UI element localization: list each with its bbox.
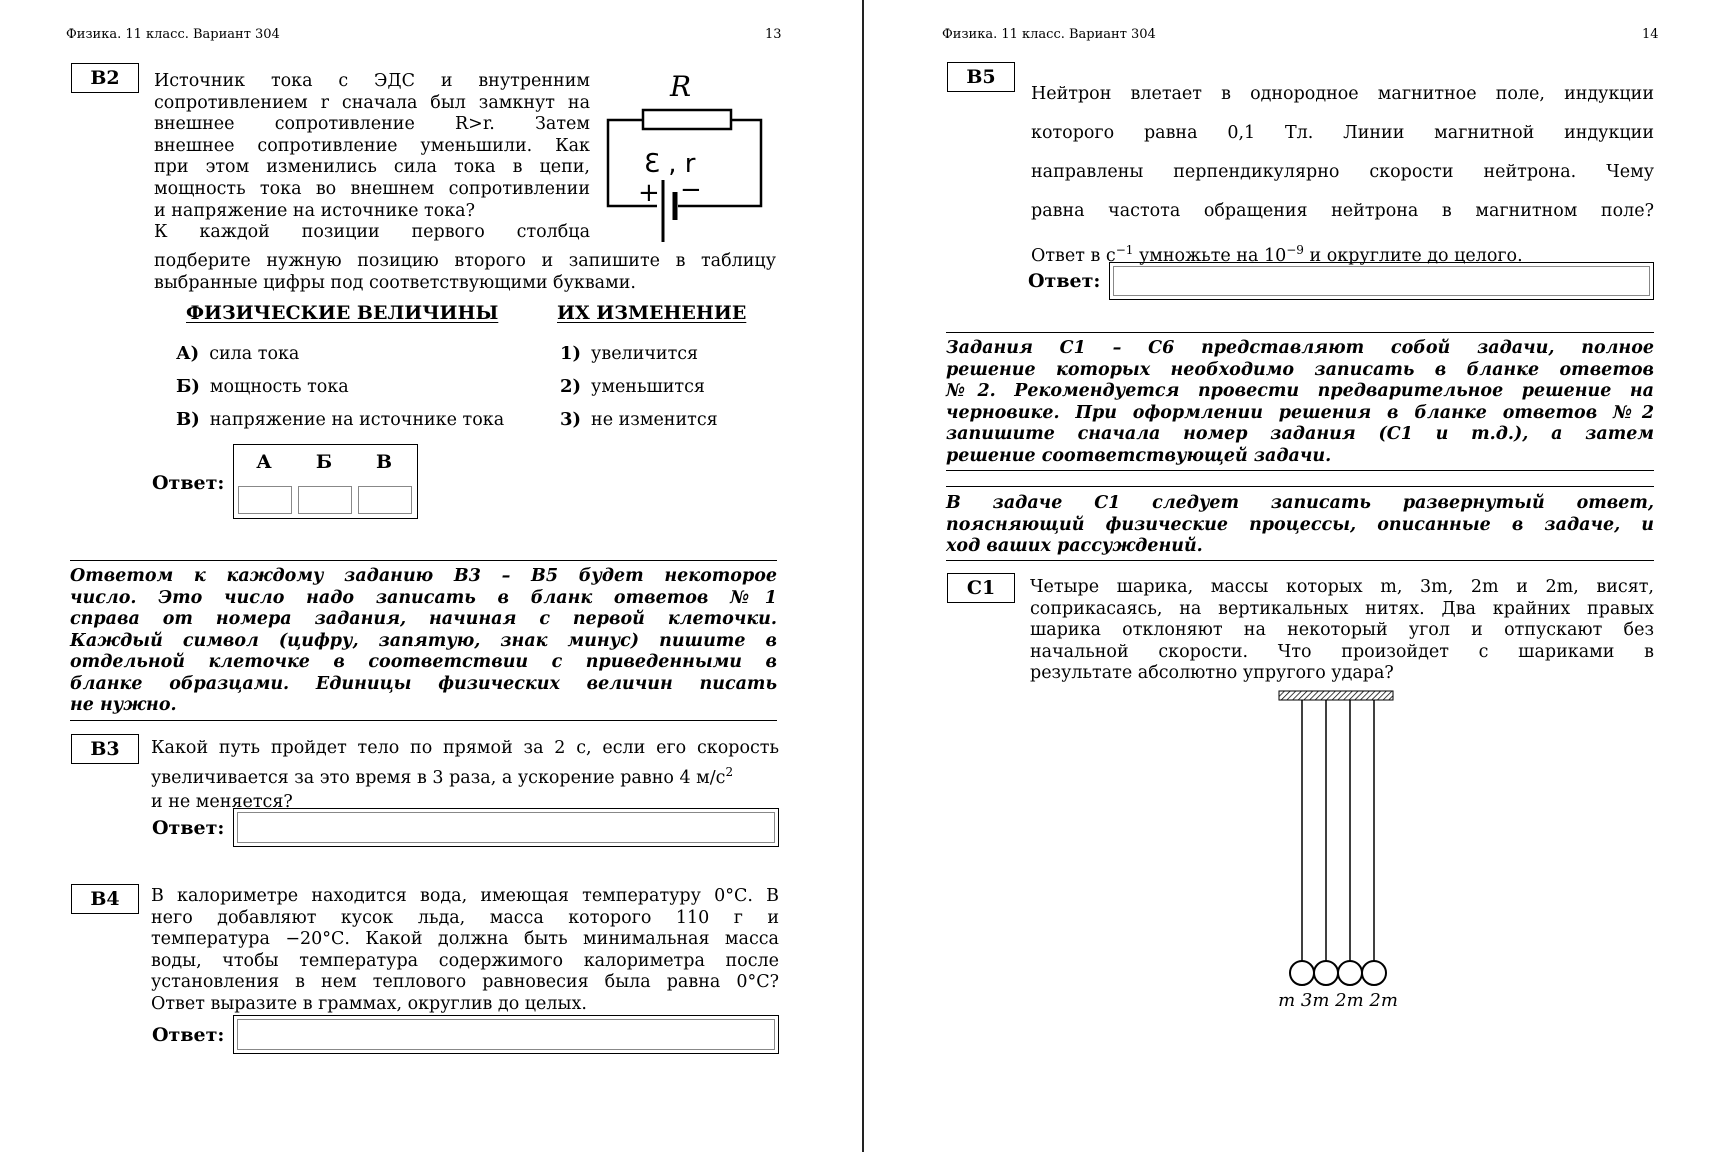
quantity-item: А) сила тока: [176, 343, 300, 364]
section-divider: [946, 486, 1654, 487]
instruction-line: Задания С1 – С6 представляют собой задачи, полное: [946, 338, 1654, 358]
resistor-label: R: [670, 72, 692, 103]
answer-label-b3: Ответ:: [152, 817, 225, 839]
quantity-item: Б) мощность тока: [176, 376, 349, 397]
ball: [1338, 961, 1362, 985]
task-label-b4: В4: [71, 884, 139, 914]
ball: [1314, 961, 1338, 985]
b2-line: внешнее сопротивление уменьшили. Как: [154, 135, 590, 156]
b4-line: температура −20°С. Какой должна быть минимальная масса: [151, 929, 779, 950]
instruction-line: №2. Рекомендуется провести предварительное решение на: [946, 381, 1654, 401]
b2-line-wide: подберите нужную позицию второго и запишите в таблицу: [154, 251, 776, 271]
answer-cell-v[interactable]: [358, 486, 412, 514]
b3-line: и не меняется?: [151, 791, 293, 812]
instruction-line: решение которых необходимо записать в бланке ответов: [946, 359, 1654, 380]
b4-question-text: [151, 886, 779, 1016]
b4-line: него добавляют кусок льда, масса которого 110 г и: [151, 907, 779, 928]
quantity-item: В) напряжение на источнике тока: [176, 409, 505, 430]
b5-line: Нейтрон влетает в однородное магнитное поле, индукции: [1031, 84, 1654, 104]
b4-line: воды, чтобы температура содержимого калориметра после: [151, 950, 779, 971]
b3-line: увеличивается за это время в 3 раза, а ускорение равно 4 $м/с^2$: [151, 765, 734, 788]
instruction-line: запишите сначала номер задания (С1 и т.д.), а затем: [946, 424, 1654, 444]
b2-line: К каждой позиции первого столбца: [154, 222, 590, 243]
b2-question-text: [154, 71, 590, 244]
b5-line: Ответ в $с^{-1}$ умножьте на $10^{-9}$ и округлите до целого.: [1031, 243, 1523, 266]
instruction-line: решение соответствующей задачи.: [946, 445, 1332, 466]
instruction-line: В задаче С1 следует записать развернутый ответ,: [946, 493, 1654, 513]
answer-col-header: А: [256, 451, 272, 473]
section-divider: [946, 332, 1654, 333]
battery-minus: −: [680, 175, 702, 205]
b2-line: и напряжение на источнике тока?: [154, 200, 475, 221]
answer-cell-b[interactable]: [298, 486, 352, 514]
instruction-line: Ответом к каждому заданию В3 – В5 будет некоторое: [70, 566, 777, 586]
section-divider: [70, 560, 777, 561]
b2-line: мощность тока во внешнем сопротивлении: [154, 178, 590, 199]
b3-line: Какой путь пройдет тело по прямой за 2 с, если его скорость: [151, 738, 779, 758]
b5-line: равна частота обращения нейтрона в магнитном поле?: [1031, 201, 1654, 221]
ball: [1362, 961, 1386, 985]
instruction-line: не нужно.: [70, 695, 177, 715]
section-divider: [946, 560, 1654, 561]
change-item: 1) увеличится: [560, 343, 699, 364]
answer-col-header: В: [375, 451, 393, 473]
page-number: 13: [765, 27, 782, 42]
answer-cell-a[interactable]: [238, 486, 292, 514]
instruction-line: Каждый символ (цифру, запятую, знак минус) пишите в: [70, 630, 777, 651]
section-divider: [946, 470, 1654, 471]
ball: [1290, 961, 1314, 985]
instructions-b3-b5: [70, 566, 777, 717]
b5-question-text: [1031, 75, 1654, 276]
c1-line: начальной скорости. Что произойдет с шариками в: [1030, 641, 1654, 662]
instruction-line: справа от номера задания, начиная с первой клеточки.: [70, 609, 777, 629]
battery-plus: +: [638, 178, 660, 208]
b2-instruction-text: [154, 251, 776, 294]
task-label-c1: С1: [947, 573, 1015, 603]
answer-label-b4: Ответ:: [152, 1024, 225, 1046]
change-item: 3) не изменится: [560, 409, 718, 430]
c1-line: соприкасаясь, на вертикальных нитях. Два крайних правых: [1030, 598, 1654, 619]
ball-mass-labels: m 3m 2m 2m: [1278, 990, 1398, 1011]
b3-question-text: [151, 736, 779, 814]
b2-line: Источник тока с ЭДС и внутренним: [154, 71, 590, 91]
page-header-subject: Физика. 11 класс. Вариант 304: [66, 27, 280, 42]
b2-line: сопротивлением r сначала был замкнут на: [154, 92, 590, 113]
answer-grid-b2: [233, 444, 418, 519]
b4-line: установления в нем теплового равновесия была равна 0°С?: [151, 972, 779, 993]
col-header-quantities: ФИЗИЧЕСКИЕ ВЕЛИЧИНЫ: [186, 302, 499, 324]
answer-label-b2: Ответ:: [152, 472, 225, 494]
page-header-subject: Физика. 11 класс. Вариант 304: [942, 27, 1156, 42]
col-header-changes: ИХ ИЗМЕНЕНИЕ: [557, 302, 747, 324]
resistor-symbol: [643, 110, 731, 129]
b2-line: при этом изменились сила тока в цепи,: [154, 157, 590, 178]
b2-line: внешнее сопротивление R>r. Затем: [154, 114, 590, 135]
source-label: Ɛ , r: [644, 149, 696, 179]
answer-field-inner: [1113, 266, 1650, 296]
c1-line: результате абсолютно упругого удара?: [1030, 663, 1394, 684]
page-number: 14: [1642, 27, 1659, 42]
ceiling-support: [1279, 691, 1393, 700]
c1-question-text: [1030, 577, 1654, 685]
instruction-line: отдельной клеточке в соответствии с приведенными в: [70, 652, 777, 672]
instruction-line: ход ваших рассуждений.: [946, 536, 1203, 556]
b4-line: Ответ выразите в граммах, округлив до целых.: [151, 993, 587, 1014]
answer-field-b5[interactable]: [1109, 262, 1654, 300]
answer-label-b5: Ответ:: [1028, 270, 1101, 292]
instruction-line: черновике. При оформлении решения в бланке ответов №2: [946, 402, 1654, 423]
answer-field-inner: [237, 812, 775, 843]
pendulum-diagram: [1274, 684, 1404, 1014]
instruction-line: бланке образцами. Единицы физических величин писать: [70, 673, 777, 694]
right-page: [864, 0, 1725, 1152]
circuit-diagram: [600, 72, 770, 247]
answer-field-b3[interactable]: [233, 808, 779, 847]
answer-col-header: Б: [315, 451, 333, 473]
change-item: 2) уменьшится: [560, 376, 705, 397]
c1-line: Четыре шарика, массы которых m, 3m, 2m и 2m, висят,: [1030, 577, 1654, 597]
answer-field-inner: [237, 1019, 775, 1050]
b2-line-wide: выбранные цифры под соответствующими буквами.: [154, 272, 636, 293]
b4-line: В калориметре находится вода, имеющая температуру 0°С. В: [151, 886, 779, 906]
instruction-line: число. Это число надо записать в бланк ответов №1: [70, 587, 777, 608]
section-divider: [70, 720, 777, 721]
task-label-b5: В5: [947, 62, 1015, 92]
task-label-b2: В2: [71, 63, 139, 93]
answer-field-b4[interactable]: [233, 1015, 779, 1054]
instruction-line: поясняющий физические процессы, описанные в задаче, и: [946, 514, 1654, 535]
instructions-c1-c6: [946, 338, 1654, 467]
c1-line: шарика отклоняют на некоторый угол и отпускают без: [1030, 620, 1654, 641]
instructions-c1: [946, 493, 1654, 558]
task-label-b3: В3: [71, 734, 139, 764]
b5-line: направлены перпендикулярно скорости нейтрона. Чему: [1031, 162, 1654, 182]
b5-line: которого равна 0,1 Тл. Линии магнитной индукции: [1031, 123, 1654, 143]
